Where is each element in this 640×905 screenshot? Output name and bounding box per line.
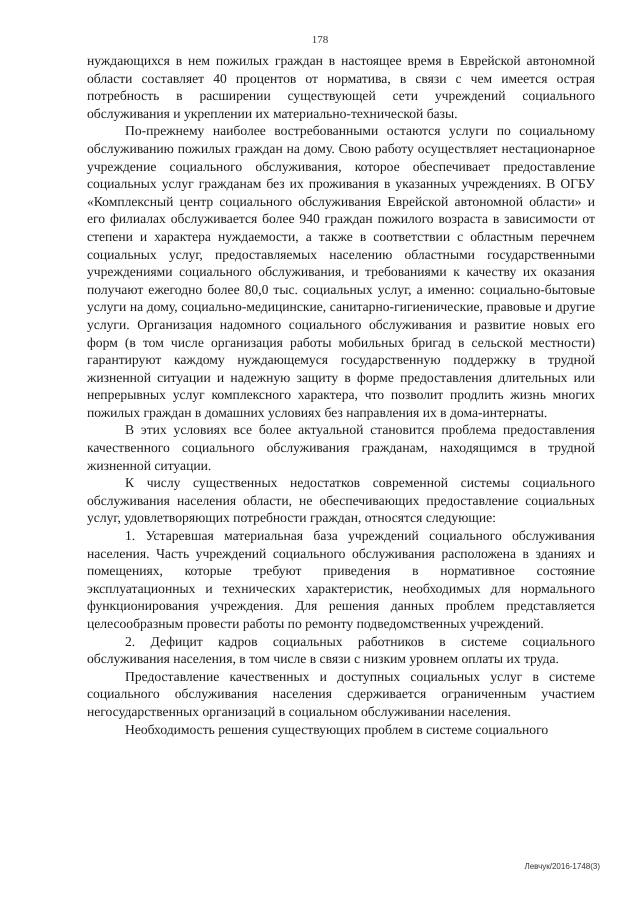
document-body [87, 52, 595, 738]
paragraph-quality-problem: В этих условиях все более актуальной становится проблема предоставления качественного социального обслуживания гражданам, находящимся в трудной жизненной ситуации. [87, 422, 595, 473]
list-item-outdated-base: 1. Устаревшая материальная база учреждений социального обслуживания населения. Часть учреждений социального обслуживания расположена в зданиях и помещениях, которые требуют приведения в нормативное состояние эксплуатационных и технических характеристик, необходимых для нормального функционирования учреждения. Для решения данных проблем представляется целесообразным провести работы по ремонту подведомственных учреждений. [87, 528, 595, 631]
paragraph-continuation: нуждающихся в нем пожилых граждан в настоящее время в Еврейской автономной области составляет 40 процентов от норматива, в связи с чем имеется острая потребность в расширении существующей сети учреждений социального обслуживания и укреплении их материально-технической базы. [87, 53, 595, 121]
list-item-staff-deficit: 2. Дефицит кадров социальных работников в системе социального обслуживания населения, в том числе в связи с низким уровнем оплаты их труда. [87, 633, 595, 667]
paragraph-home-services: По-прежнему наиболее востребованными остаются услуги по социальному обслуживанию пожилых граждан на дому. Свою работу осуществляет нестационарное учреждение социального обслуживания, которое обеспечивает предоставление социальных услуг гражданам без их проживания в указанных учреждениях. В ОГБУ «Комплексный центр социального обслуживания Еврейской автономной области» и его филиалах обслуживается более 940 граждан пожилого возраста в зависимости от степени и характера нуждаемости, а также в соответствии с областным перечнем социальных услуг, предоставляемых населению областными государственными учреждениями социального обслуживания, и требованиями к качеству их оказания получают ежегодно более 80,0 тыс. социальных услуг, а именно: социально-бытовые услуги на дому, социально-медицинские, санитарно-гигиенические, правовые и другие услуги. Организация надомного социального обслуживания и развитие новых его форм (в том числе организация работы мобильных бригад в сельской местности) гарантируют каждому нуждающемуся государственную поддержку в трудной жизненной ситуации и надежную защиту в форме предоставления длительных или непрерывных услуг комплексного характера, что позволит продлить жизнь многих пожилых граждан в домашних условиях без направления их в дома-интернаты. [87, 123, 595, 420]
paragraph-nongov-participation: Предоставление качественных и доступных социальных услуг в системе социального обслуживания населения сдерживается ограниченным участием негосударственных организаций в социальном обслуживании населения. [87, 668, 595, 719]
document-code: Левчук/2016-1748(3) [524, 862, 600, 871]
page-number: 178 [311, 34, 329, 46]
paragraph-shortcomings-intro: К числу существенных недостатков современной системы социального обслуживания населения области, не обеспечивающих предоставление социальных услуг, удовлетворяющих потребности граждан, относятся следующие: [87, 475, 595, 526]
paragraph-necessity: Необходимость решения существующих проблем в системе социального [125, 721, 549, 737]
